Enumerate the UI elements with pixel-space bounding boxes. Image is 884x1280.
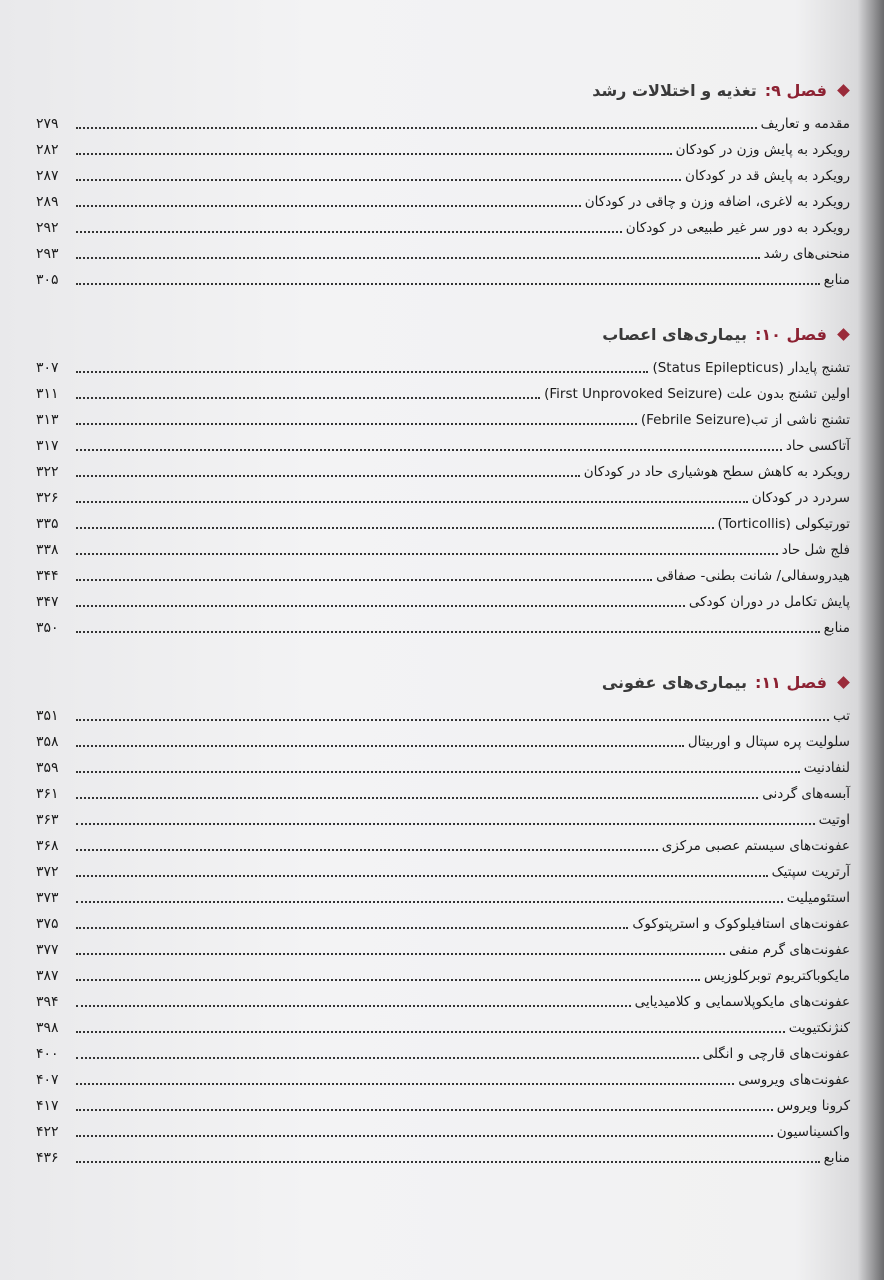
toc-page-number: ۳۱۱ [36,386,59,402]
chapter-heading [36,664,850,700]
toc-entry[interactable] [36,1038,850,1064]
toc-page-number: ۳۵۰ [36,620,59,636]
dot-leader [76,230,622,233]
toc-entry-title: فلج شل حاد [781,542,850,558]
toc-entry[interactable] [36,508,850,534]
toc-page-number: ۲۷۹ [36,116,59,132]
toc-entry[interactable] [36,1090,850,1116]
dot-leader [76,796,758,799]
dot-leader [76,370,648,373]
toc-entry-title: عفونت‌های قارچی و انگلی [702,1046,850,1062]
toc-entry-title: منحنی‌های رشد [763,246,850,262]
toc-entry-title: منابع [823,620,850,636]
toc-entry[interactable] [36,134,850,160]
toc-page-number: ۳۵۱ [36,708,59,724]
toc-entry-title: کرونا ویروس [776,1098,850,1114]
chapter-title: بیماری‌های عفونی [601,672,747,692]
dot-leader [76,256,760,259]
chapter-heading [36,316,850,352]
toc-entry[interactable] [36,586,850,612]
chapter-section [36,316,850,638]
diamond-bullet-icon [837,676,850,689]
toc-entry[interactable] [36,352,850,378]
dot-leader [76,578,652,581]
toc-page-number: ۴۳۶ [36,1150,59,1166]
toc-entry[interactable] [36,238,850,264]
dot-leader [76,1082,734,1085]
toc-entry[interactable] [36,560,850,586]
chapter-number: فصل ۱۱: [754,672,827,692]
toc-entry[interactable] [36,726,850,752]
toc-page-number: ۲۸۷ [36,168,59,184]
diamond-bullet-icon [837,84,850,97]
toc-entry[interactable] [36,1064,850,1090]
toc-entry[interactable] [36,1012,850,1038]
toc-page-number: ۳۶۸ [36,838,59,854]
dot-leader [76,1134,773,1137]
chapter-number: فصل ۱۰: [754,324,827,344]
toc-page-number: ۳۳۸ [36,542,59,558]
toc-entry-title: مقدمه و تعاریف [760,116,850,132]
dot-leader [76,978,700,981]
dot-leader [76,952,725,955]
toc-entry-title: آبسه‌های گردنی [762,786,850,802]
dot-leader [76,770,800,773]
chapter-title: تغذیه و اختلالات رشد [592,80,757,100]
dot-leader [76,604,685,607]
toc-entry-title: سلولیت پره سپتال و اوربیتال [687,734,850,750]
toc-entry[interactable] [36,700,850,726]
dot-leader [76,1056,699,1059]
dot-leader [76,552,778,555]
chapter-title: بیماری‌های اعصاب [602,324,747,344]
toc-entry-title: آرتریت سپتیک [771,864,850,880]
toc-page-number: ۳۱۳ [36,412,59,428]
toc-entry-title: هیدروسفالی/ شانت بطنی- صفاقی [656,568,850,584]
toc-entry[interactable] [36,856,850,882]
toc-entry[interactable] [36,212,850,238]
toc-entry[interactable] [36,186,850,212]
dot-leader [76,1030,785,1033]
toc-entry-title: آتاکسی حاد [785,438,850,454]
toc-entry-title: منابع [823,272,850,288]
toc-page-number: ۳۸۷ [36,968,59,984]
toc-entry-title: منابع [823,1150,850,1166]
chapter-number: فصل ۹: [764,80,827,100]
toc-entry[interactable] [36,1116,850,1142]
table-of-contents [36,72,850,1194]
toc-entry[interactable] [36,534,850,560]
toc-page-number: ۳۲۶ [36,490,59,506]
toc-page-number: ۳۹۴ [36,994,59,1010]
toc-page-number: ۴۲۲ [36,1124,59,1140]
toc-page-number: ۳۴۷ [36,594,59,610]
toc-entry-title: اوتیت [818,812,850,828]
toc-page-number: ۲۹۳ [36,246,59,262]
toc-entry-title: رویکرد به کاهش سطح هوشیاری حاد در کودکان [583,464,850,480]
dot-leader [76,926,628,929]
dot-leader [76,474,580,477]
dot-leader [76,718,829,721]
toc-entry[interactable] [36,264,850,290]
toc-entry[interactable] [36,752,850,778]
dot-leader [76,1160,820,1163]
toc-entry-title: سردرد در کودکان [751,490,850,506]
toc-entry[interactable] [36,960,850,986]
chapter-section [36,72,850,290]
dot-leader [76,744,684,747]
toc-entry-title: کنژنکتیویت [788,1020,850,1036]
dot-leader [76,204,581,207]
dot-leader [76,822,815,825]
dot-leader [76,500,748,503]
toc-entry[interactable] [36,778,850,804]
dot-leader [76,1108,773,1111]
toc-entry-title: رویکرد به پایش وزن در کودکان [675,142,850,158]
toc-entry-title: تشنج پایدار (Status Epilepticus) [652,360,850,376]
dot-leader [76,126,757,129]
toc-page-number: ۳۰۵ [36,272,59,288]
toc-entry[interactable] [36,108,850,134]
dot-leader [76,1004,631,1007]
toc-page-number: ۳۷۲ [36,864,59,880]
toc-entry-title: پایش تکامل در دوران کودکی [688,594,850,610]
toc-entry[interactable] [36,430,850,456]
dot-leader [76,422,637,425]
diamond-bullet-icon [837,328,850,341]
toc-entry-title: تب [832,708,850,724]
toc-entry[interactable] [36,612,850,638]
toc-page-number: ۲۸۹ [36,194,59,210]
dot-leader [76,630,820,633]
toc-page-number: ۲۹۲ [36,220,59,236]
chapter-heading [36,72,850,108]
toc-page-number: ۳۹۸ [36,1020,59,1036]
toc-entry-title: رویکرد به پایش قد در کودکان [685,168,850,184]
toc-entry-title: عفونت‌های ویروسی [738,1072,850,1088]
toc-page-number: ۳۲۲ [36,464,59,480]
dot-leader [76,526,714,529]
toc-page-number: ۳۱۷ [36,438,59,454]
toc-entry[interactable] [36,804,850,830]
toc-page-number: ۲۸۲ [36,142,59,158]
toc-page-number: ۳۴۴ [36,568,59,584]
toc-page-number: ۳۵۹ [36,760,59,776]
toc-entry[interactable] [36,482,850,508]
toc-entry-title: عفونت‌های استافیلوکوک و استرپتوکوک [632,916,850,932]
toc-page-number: ۳۷۳ [36,890,59,906]
toc-page-number: ۳۷۵ [36,916,59,932]
toc-entry-title: اولین تشنج بدون علت (First Unprovoked Seizure) [544,386,850,402]
chapter-section [36,664,850,1168]
dot-leader [76,152,672,155]
toc-entry[interactable] [36,986,850,1012]
dot-leader [76,448,782,451]
dot-leader [76,282,820,285]
toc-page-number: ۳۷۷ [36,942,59,958]
dot-leader [76,900,783,903]
toc-entry-title: عفونت‌های مایکوپلاسمایی و کلامیدیایی [634,994,850,1010]
toc-entry-title: استئومیلیت [786,890,850,906]
toc-entry-title: تورتیکولی (Torticollis) [717,516,850,532]
toc-entry-title: رویکرد به دور سر غیر طبیعی در کودکان [625,220,850,236]
toc-entry-title: رویکرد به لاغری، اضافه وزن و چاقی در کودکان [584,194,850,210]
toc-page-number: ۴۱۷ [36,1098,59,1114]
toc-page-number: ۳۰۷ [36,360,59,376]
toc-entry-title: مایکوباکتریوم توبرکلوزیس [703,968,850,984]
toc-page-number: ۴۰۷ [36,1072,59,1088]
toc-page-number: ۴۰۰ [36,1046,59,1062]
toc-entry[interactable] [36,882,850,908]
toc-entry-title: لنفادنیت [803,760,850,776]
toc-entry-title: تشنج ناشی از تب(Febrile Seizure) [640,412,850,428]
toc-entry[interactable] [36,908,850,934]
toc-entry-title: واکسیناسیون [776,1124,850,1140]
toc-entry[interactable] [36,378,850,404]
toc-entry[interactable] [36,830,850,856]
toc-entry[interactable] [36,404,850,430]
toc-entry[interactable] [36,160,850,186]
dot-leader [76,874,768,877]
toc-page-number: ۳۶۱ [36,786,59,802]
dot-leader [76,396,540,399]
toc-page-number: ۳۶۳ [36,812,59,828]
toc-entry[interactable] [36,1142,850,1168]
dot-leader [76,178,681,181]
toc-entry[interactable] [36,456,850,482]
dot-leader [76,848,658,851]
toc-entry-title: عفونت‌های سیستم عصبی مرکزی [661,838,850,854]
toc-page-number: ۳۳۵ [36,516,59,532]
toc-entry[interactable] [36,934,850,960]
toc-entry-title: عفونت‌های گرم منفی [729,942,850,958]
toc-page-number: ۳۵۸ [36,734,59,750]
